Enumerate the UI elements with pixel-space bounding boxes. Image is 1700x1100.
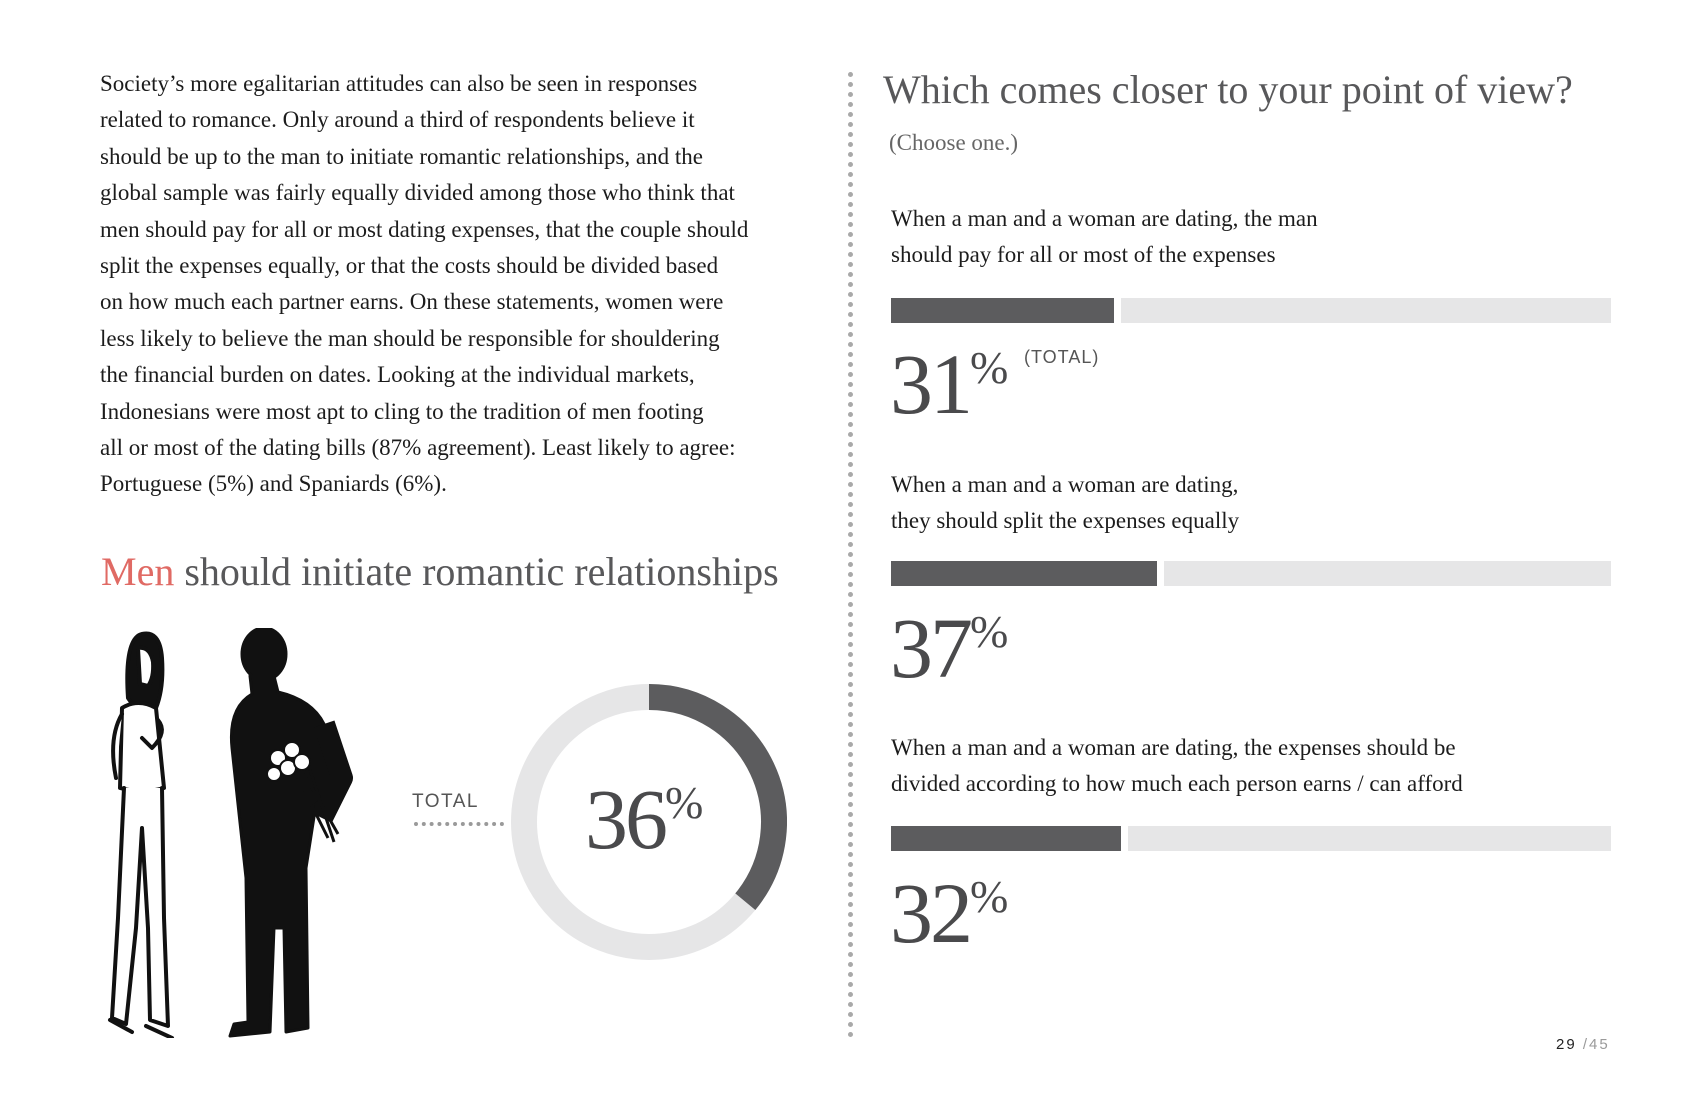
answer-option-text (891, 467, 1239, 540)
paragraph-line: should be up to the man to initiate romantic relationships, and the (100, 143, 703, 169)
paragraph-line: men should pay for all or most dating expenses, that the couple should (100, 216, 749, 242)
option-line: When a man and a woman are dating, (891, 472, 1239, 497)
column-divider (848, 72, 853, 1038)
donut-number: 36 (585, 771, 665, 867)
total-pages: /45 (1582, 1036, 1610, 1053)
result-bar-track (891, 561, 1611, 586)
paragraph-line: Society’s more egalitarian attitudes can also be seen in responses (100, 71, 698, 96)
heading-accent: Men (101, 549, 175, 594)
result-bar-fill (891, 298, 1121, 323)
option-line: When a man and a woman are dating, the expenses should be (891, 735, 1456, 760)
donut-value (585, 771, 704, 867)
answer-option-text (891, 730, 1463, 803)
total-note: (TOTAL) (1024, 347, 1100, 367)
option-line: should pay for all or most of the expenses (891, 242, 1276, 268)
result-percentage (890, 336, 1009, 432)
option-line: When a man and a woman are dating, the man (891, 206, 1318, 231)
heading-rest: should initiate romantic relationships (174, 549, 779, 594)
paragraph-line: the financial burden on dates. Looking at the individual markets, (100, 362, 695, 388)
dotted-leader (414, 822, 504, 826)
result-bar-fill (891, 826, 1128, 851)
man-figure (230, 628, 342, 1036)
percent-sign: % (970, 606, 1009, 657)
paragraph-line: Indonesians were most apt to cling to the tradition of men footing (100, 398, 704, 424)
current-page: 29 (1556, 1036, 1577, 1053)
donut-percent-sign: % (665, 777, 704, 828)
question-instruction: (Choose one.) (889, 130, 1019, 155)
result-number: 37 (890, 600, 970, 696)
paragraph-line: less likely to believe the man should be responsible for shouldering (100, 325, 720, 351)
option-line: they should split the expenses equally (891, 508, 1240, 534)
result-bar-fill (891, 561, 1164, 586)
page-number (1556, 1036, 1610, 1053)
percent-sign: % (970, 871, 1009, 922)
result-percentage (890, 600, 1009, 696)
couple-illustration (98, 628, 378, 1038)
section-heading (101, 548, 779, 595)
total-label: TOTAL (412, 791, 479, 812)
option-line: divided according to how much each person earns / can afford (891, 771, 1463, 797)
intro-paragraph (100, 66, 840, 503)
percent-sign: % (970, 342, 1009, 393)
paragraph-line: on how much each partner earns. On these statements, women were (100, 289, 724, 315)
result-number: 31 (890, 336, 970, 432)
paragraph-line: related to romance. Only around a third of respondents believe it (100, 107, 695, 133)
result-number: 32 (890, 865, 970, 961)
answer-option-text (891, 201, 1318, 274)
paragraph-line: Portuguese (5%) and Spaniards (6%). (100, 471, 447, 497)
result-bar-track (891, 298, 1611, 323)
question-title: Which comes closer to your point of view? (883, 67, 1573, 112)
paragraph-line: all or most of the dating bills (87% agreement). Least likely to agree: (100, 435, 736, 461)
result-bar-track (891, 826, 1611, 851)
result-percentage (890, 865, 1009, 961)
paragraph-line: global sample was fairly equally divided among those who think that (100, 180, 735, 206)
woman-figure (110, 634, 172, 1039)
paragraph-line: split the expenses equally, or that the costs should be divided based (100, 253, 719, 279)
